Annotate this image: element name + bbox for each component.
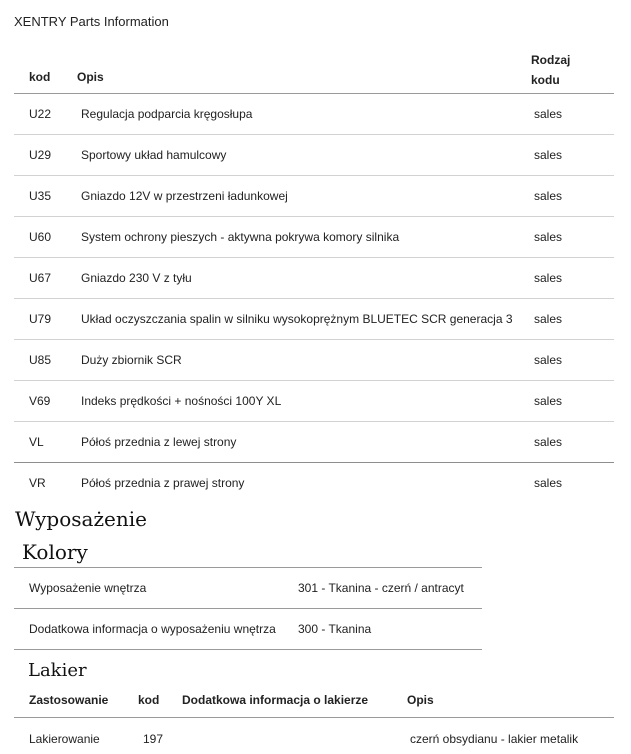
cell-typ: sales: [534, 271, 563, 285]
table-row: [14, 381, 614, 422]
table-row: [14, 340, 614, 381]
cell-kod: U35: [29, 189, 52, 203]
cell-typ: sales: [534, 394, 563, 408]
cell-opis: Gniazdo 230 V z tyłu: [81, 271, 192, 285]
table-row: [14, 135, 614, 176]
table-row: [14, 258, 614, 299]
header-opis: Opis: [407, 693, 434, 707]
cell-typ: sales: [534, 312, 563, 326]
cell-typ: sales: [534, 107, 563, 121]
kolory-row: [14, 609, 482, 650]
cell-kod: U79: [29, 312, 52, 326]
table-header: [14, 45, 614, 94]
lakier-table: [14, 686, 614, 754]
cell-kod: VR: [29, 476, 46, 490]
cell-opis: Regulacja podparcia kręgosłupa: [81, 107, 253, 121]
kolory-label: Dodatkowa informacja o wyposażeniu wnętrza: [29, 622, 276, 636]
cell-typ: sales: [534, 189, 563, 203]
table-row: [14, 463, 614, 503]
cell-typ: sales: [534, 435, 563, 449]
cell-opis: Układ oczyszczania spalin w silniku wysokoprężnym BLUETEC SCR generacja 3: [81, 312, 513, 326]
table-row: [14, 176, 614, 217]
parts-table: [14, 45, 614, 503]
cell-opis: Gniazdo 12V w przestrzeni ładunkowej: [81, 189, 288, 203]
header-dodatkowa-informacja: Dodatkowa informacja o lakierze: [182, 693, 369, 707]
header-rodzaj-line1: Rodzaj: [531, 53, 571, 67]
header-kod: kod: [138, 693, 160, 707]
cell-zastosowanie: Lakierowanie: [29, 732, 100, 746]
kolory-table: [14, 567, 482, 650]
kolory-value: 301 - Tkanina - czerń / antracyt: [298, 581, 464, 595]
table-row: [14, 299, 614, 340]
cell-kod: U85: [29, 353, 52, 367]
kolory-value: 300 - Tkanina: [298, 622, 372, 636]
section-title-wyposazenie: Wyposażenie: [15, 507, 147, 531]
cell-typ: sales: [534, 148, 563, 162]
cell-kod: U29: [29, 148, 52, 162]
cell-kod: U22: [29, 107, 52, 121]
app-title: XENTRY Parts Information: [14, 14, 169, 29]
header-rodzaj-line2: kodu: [531, 73, 560, 87]
cell-opis: Sportowy układ hamulcowy: [81, 148, 227, 162]
cell-typ: sales: [534, 230, 563, 244]
section-title-kolory: Kolory: [22, 540, 88, 564]
cell-kod: U60: [29, 230, 52, 244]
header-rodzaj-kodu: [531, 50, 591, 90]
cell-kod: U67: [29, 271, 52, 285]
table-row: [14, 94, 614, 135]
cell-typ: sales: [534, 353, 563, 367]
header-kod: kod: [29, 70, 51, 84]
lakier-table-header: [14, 686, 614, 718]
cell-opis: Indeks prędkości + nośności 100Y XL: [81, 394, 282, 408]
table-row: [14, 422, 614, 463]
table-row: [14, 217, 614, 258]
cell-opis: Duży zbiornik SCR: [81, 353, 182, 367]
cell-opis: Półoś przednia z lewej strony: [81, 435, 237, 449]
kolory-label: Wyposażenie wnętrza: [29, 581, 147, 595]
cell-typ: sales: [534, 476, 563, 490]
table-row: [14, 718, 614, 754]
cell-opis: Półoś przednia z prawej strony: [81, 476, 245, 490]
cell-kod: V69: [29, 394, 51, 408]
cell-kod: 197: [143, 732, 164, 746]
cell-opis: czerń obsydianu - lakier metalik: [410, 732, 579, 746]
section-title-lakier: Lakier: [28, 660, 87, 681]
cell-kod: VL: [29, 435, 44, 449]
kolory-row: [14, 568, 482, 609]
header-opis: Opis: [77, 70, 104, 84]
cell-opis: System ochrony pieszych - aktywna pokrywa komory silnika: [81, 230, 400, 244]
header-zastosowanie: Zastosowanie: [29, 693, 109, 707]
